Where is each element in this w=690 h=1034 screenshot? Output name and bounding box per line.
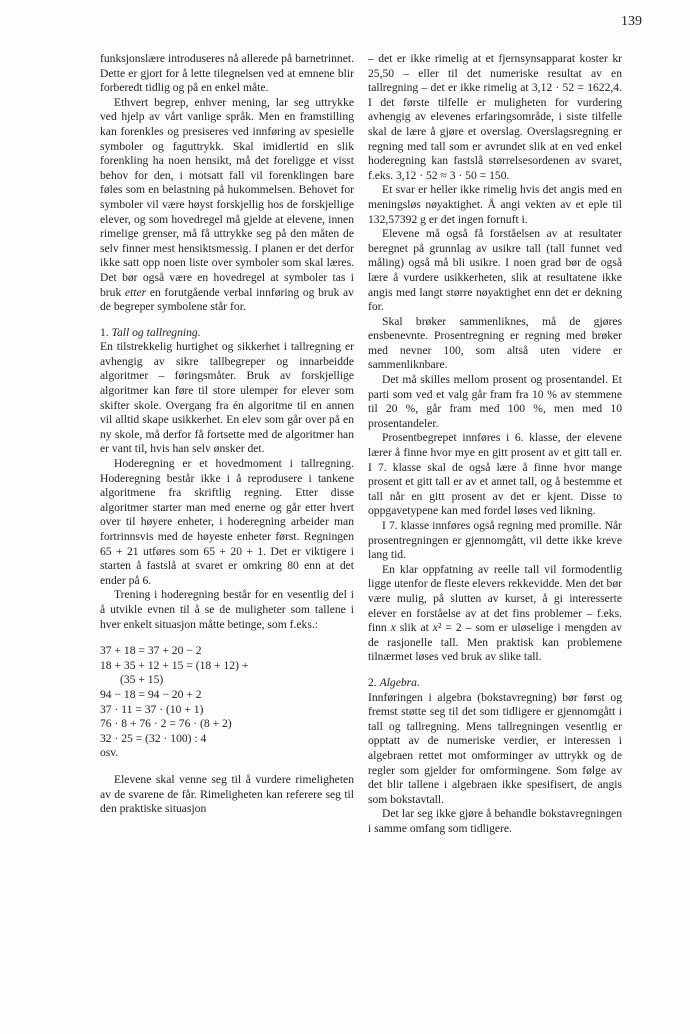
- section-heading-1: [100, 326, 354, 341]
- formula: 32 · 25 = (32 · 100) : 4: [100, 731, 207, 745]
- variable: x: [432, 621, 438, 635]
- paragraph: – det er ikke rimelig at et fjernsynsapparat koster kr 25,50 – eller til det numeriske resultat av en tallregning – det er ikke rimelig at 3,12 · 52 = 1622,4. I det første tilfelle er muligheten for vurdering avhengig av elevenes erfaringsområde, i siste tilfelle skal de lære å gjøre et overslag. Overslagsregning er regning med tall som er avrundet slik at en ved enkel hoderegning kan fastslå størrelsesordenen av svaret, f.eks. 3,12 · 52 ≈ 3 · 50 = 150.: [368, 52, 622, 182]
- page-number: 139: [621, 14, 642, 29]
- section-number: 2.: [368, 675, 377, 689]
- paragraph: Elevene må også få forståelsen av at resultater beregnet på grunnlag av usikre tall (tall funnet ved måling) også må bli usikre. I noen grad bør de også lære å vurdere usikkerheten, slik at resultatene ikke angis med langt større nøyaktighet enn det er dekning for.: [368, 227, 622, 314]
- text-run: en forutgående verbal innføring og bruk av de begreper symbolene står for.: [100, 285, 354, 314]
- formula: 37 + 18 = 37 + 20 − 2: [100, 644, 202, 658]
- paragraph: Innføringen i algebra (bokstavregning) bør først og fremst støtte seg til det som tidligere er gjennomgått i tall og tallregning. Mens tallregningen vesentlig er opptatt av de numeriske verdier, er interessen i algebraen rettet mot omforminger av uttrykk og de regler som gjelder for omformingene. Som følge av det blir tallene i algebraen ikke spesifisert, de angis som bokstavtall.: [368, 690, 622, 806]
- section-title: Algebra.: [379, 675, 420, 689]
- paragraph: Det må skilles mellom prosent og prosentandel. Et parti som ved et valg går fram fra 10 % av stemmene til 20 %, går fram med 100 %, men med 10 prosentandeler.: [368, 373, 622, 430]
- paragraph: En tilstrekkelig hurtighet og sikkerhet i tallregning er avhengig av sikre tallbegreper og innarbeidde algoritmer – føringsmåter. Bruk av forskjellige algoritmer kan føre til store ulemper for elever som skifter skole. Overgang fra én algoritme til en annen vil alltid skape usikkerhet. En elev som går over på en ny skole, må derfor få fortsette med de algoritmer han er vant til, hvis han selv ønsker det.: [100, 340, 354, 456]
- paragraph: Hoderegning er et hovedmoment i tallregning. Hoderegning består ikke i å reprodusere i tankene algoritmene fra skriftlig regning. Etter disse algoritmer starter man med enerne og går etter hvert over til høyere enheter, i hoderegning arbeider man fortrinnsvis med de høyeste enheter først. Regningen 65 + 21 utføres som 65 + 20 + 1. Det er viktigere i starten å fastslå at svaret er omkring 80 enn at det ender på 6.: [100, 457, 354, 587]
- paragraph: funksjonslære introduseres nå allerede på barnetrinnet. Dette er gjort for å lette tilegnelsen ved at emnene blir forberedt tidlig og på en enkel måte.: [100, 52, 354, 95]
- paragraph: Elevene skal venne seg til å vurdere rimeligheten av de svarene de får. Rimeligheten kan referere seg til den praktiske situasjon: [100, 772, 354, 816]
- section-heading-2: [368, 676, 622, 691]
- paragraph: Trening i hoderegning består for en vesentlig del i å utvikle evnen til å se de muligheter som tallene i hver enkelt situasjon måtte betinge, som f.eks.:: [100, 588, 354, 631]
- formula: osv.: [100, 746, 119, 760]
- text-run: Ethvert begrep, enhver mening, lar seg uttrykke ved hjelp av vårt vanlige språk. Men en framstilling kan forenkles og presiseres ved innføring av spesielle symboler og faguttrykk. Skal imidlertid en slik forenkling ha noen hensikt, må det foreligge et visst behov for den, i motsatt fall vil forenklingen bare føles som en belastning på hukommelsen. Behovet for symboler vil være høyst forskjellig hos de forskjellige elever, og som hovedregel må gjelde at elevene, innen rimelige grenser, må få uttrykke seg på den måten de selv finner mest hensiktsmessig. I planen er det derfor ikke satt opp noen liste over symboler som skal læres. Det bør også være en hovedregel at symboler tas i bruk: [100, 95, 354, 299]
- paragraph: Prosentbegrepet innføres i 6. klasse, der elevene lærer å finne hvor mye en gitt prosent av et gitt tall er. I 7. klasse skal de også lære å finne hvor mange prosent et gitt tall er av et annet tall, og å bestemme et tall når en gitt prosent av det er kjent. Disse to oppgavetypene kan med fordel løses ved likning.: [368, 431, 622, 518]
- formula: (35 + 15): [120, 673, 164, 687]
- paragraph: I 7. klasse innføres også regning med promille. Når prosentregningen er gjennomgått, vil dette ikke kreve lang tid.: [368, 519, 622, 562]
- text-run: En klar oppfatning av reelle tall vil formodentlig ligge utenfor de fleste elevers rekkevidde. Men det bør være mulig, på slutten av kurset, å gi interesserte elever en forståelse av at det fins problemer – f.eks. finn: [368, 562, 622, 635]
- formula: 94 − 18 = 94 − 20 + 2: [100, 687, 202, 701]
- right-column: [368, 52, 622, 836]
- formula-list: [100, 644, 354, 761]
- variable: x: [390, 621, 396, 635]
- section-title: Tall og tallregning.: [111, 325, 201, 339]
- formula: 18 + 35 + 12 + 15 = (18 + 12) +: [100, 658, 249, 672]
- section-number: 1.: [100, 325, 109, 339]
- text-run: slik at: [399, 621, 429, 635]
- formula: 37 · 11 = 37 · (10 + 1): [100, 702, 204, 716]
- left-column: [100, 52, 354, 817]
- formula: 76 · 8 + 76 · 2 = 76 · (8 + 2): [100, 717, 232, 731]
- paragraph: [100, 96, 354, 315]
- emphasis: etter: [124, 285, 147, 299]
- paragraph: Det lar seg ikke gjøre å behandle bokstavregningen i samme omfang som tidligere.: [368, 807, 622, 835]
- paragraph: [368, 563, 622, 665]
- paragraph: Skal brøker sammenliknes, må de gjøres ensbenevnte. Prosentregning er regning med brøker med nevner 100, som altså uten videre er sammenliknbare.: [368, 314, 622, 372]
- paragraph: Et svar er heller ikke rimelig hvis det angis med en meningsløs nøyaktighet. Å angi vekten av et eple til 132,57392 g er det ingen fornuft i.: [368, 183, 622, 226]
- text-run: ² = 2 – som er uløselige i mengden av de rasjonelle tall. Men praktisk kan problemene tilnærmet løses ved bruk av slike tall.: [368, 621, 622, 664]
